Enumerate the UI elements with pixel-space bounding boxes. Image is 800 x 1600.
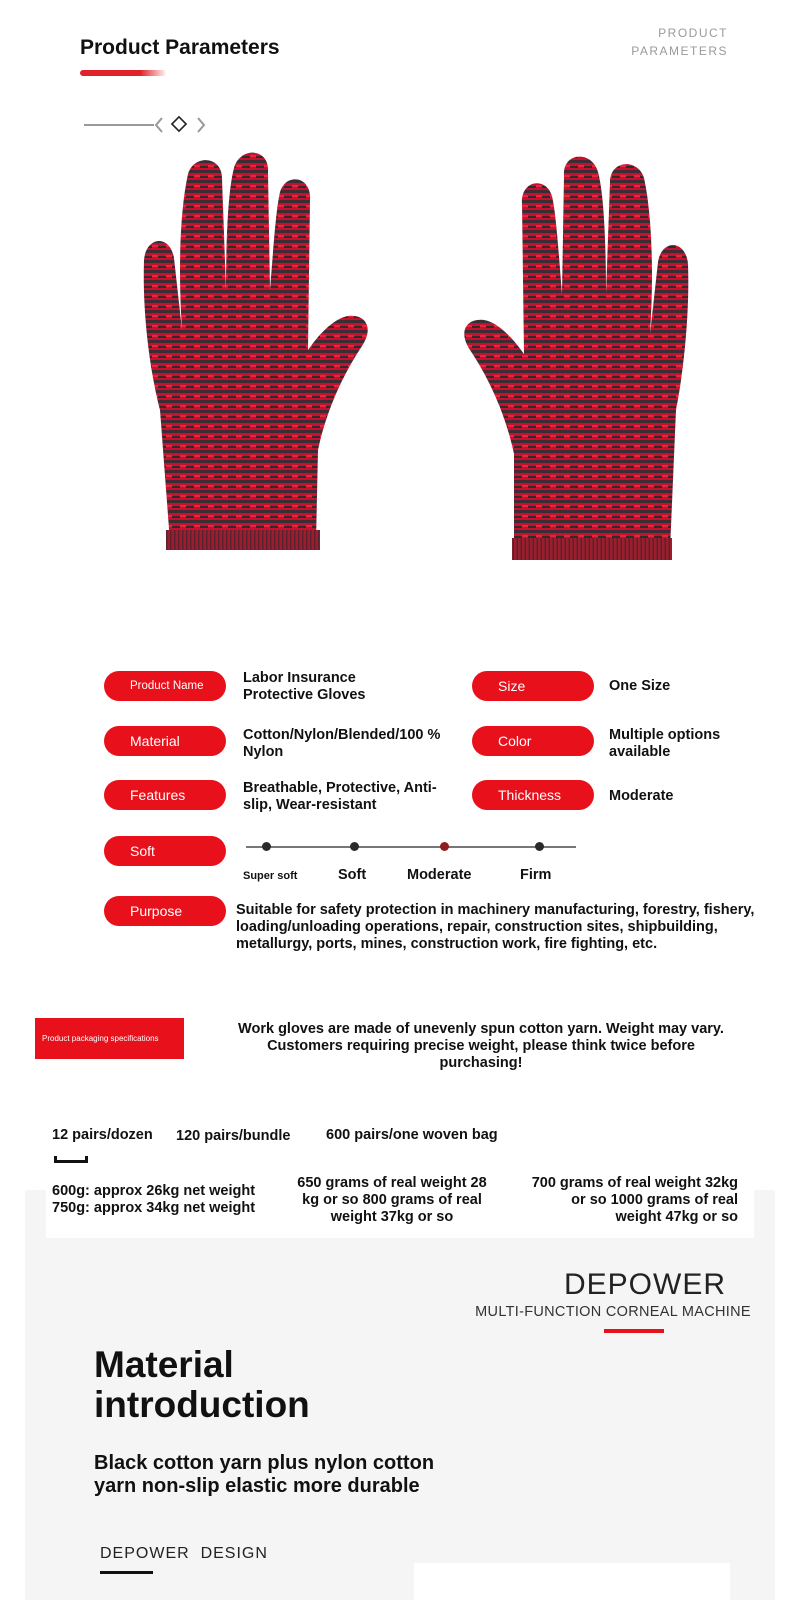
purpose-label: Purpose	[104, 896, 226, 926]
softness-scale-track	[246, 846, 576, 848]
material-intro-title-line1: Material	[94, 1344, 234, 1385]
weight-notice	[226, 1021, 736, 1072]
weights-col1-line2: 750g: approx 34kg net weight	[52, 1200, 256, 1216]
thickness-label: Thickness	[472, 780, 594, 810]
product-name-label: Product Name	[104, 671, 226, 701]
bracket-mark	[54, 1156, 88, 1163]
product-name-value: Labor Insurance Protective Gloves	[243, 670, 366, 703]
softness-level-moderate: Moderate	[407, 867, 472, 883]
weight-notice-line1: Work gloves are made of unevenly spun cotton yarn. Weight may vary.	[238, 1021, 724, 1037]
thickness-value: Moderate	[609, 788, 674, 804]
page-title: Product Parameters	[80, 36, 280, 59]
softness-level-firm: Firm	[520, 867, 552, 883]
title-english-line2: PARAMETERS	[631, 44, 728, 58]
weights-column-2: 650 grams of real weight 28 kg or so 800 grams of real weight 37kg or so	[297, 1175, 487, 1225]
material-intro-title-line2: introduction	[94, 1384, 310, 1425]
brand-accent-line	[604, 1329, 664, 1333]
packaging-badge: Product packaging specifications	[35, 1018, 184, 1059]
softness-level-super-soft: Super soft	[243, 870, 298, 882]
title-english-line1: PRODUCT	[658, 26, 728, 40]
purpose-value: Suitable for safety protection in machinery manufacturing, forestry, fishery, loading/unloading operations, repair, construction sites, shipbuilding, metallurgy, ports, mines, construction work, fire fighting, etc.	[236, 902, 755, 952]
softness-level-soft: Soft	[338, 867, 367, 883]
material-intro-subtitle: Black cotton yarn plus nylon cotton yarn non-slip elastic more durable	[94, 1452, 435, 1497]
title-underline	[80, 70, 166, 76]
decorative-divider	[84, 112, 274, 138]
material-value: Cotton/Nylon/Blended/100 % Nylon	[243, 727, 441, 760]
left-glove	[144, 153, 368, 550]
size-value: One Size	[609, 678, 671, 694]
material-intro-title	[94, 1345, 310, 1425]
material-label: Material	[104, 726, 226, 756]
title-english	[631, 24, 728, 60]
gloves-product-image	[130, 150, 690, 600]
features-value: Breathable, Protective, Anti-slip, Wear-resistant	[243, 780, 437, 813]
brand-subtitle: MULTI-FUNCTION CORNEAL MACHINE	[475, 1304, 751, 1320]
color-value: Multiple options available	[609, 727, 721, 760]
white-card	[414, 1563, 730, 1600]
right-glove	[464, 157, 688, 560]
soft-label: Soft	[104, 836, 226, 866]
color-label: Color	[472, 726, 594, 756]
softness-dot-super-soft	[262, 842, 271, 851]
softness-dot-moderate	[440, 842, 449, 851]
pack-unit-bundle: 120 pairs/bundle	[176, 1128, 291, 1144]
design-label: DEPOWER DESIGN	[100, 1545, 268, 1562]
weight-notice-line2: Customers requiring precise weight, please think twice before purchasing!	[267, 1038, 695, 1071]
weights-column-1	[52, 1183, 255, 1217]
features-label: Features	[104, 780, 226, 810]
weights-col1-line1: 600g: approx 26kg net weight	[52, 1183, 256, 1199]
pack-unit-dozen: 12 pairs/dozen	[52, 1127, 153, 1143]
design-underline	[100, 1571, 153, 1574]
brand-name: DEPOWER	[563, 1268, 726, 1301]
size-label: Size	[472, 671, 594, 701]
weights-column-3: 700 grams of real weight 32kg or so 1000 grams of real weight 47kg or so	[531, 1175, 738, 1225]
softness-dot-firm	[535, 842, 544, 851]
softness-dot-soft	[350, 842, 359, 851]
pack-unit-woven-bag: 600 pairs/one woven bag	[326, 1127, 498, 1143]
